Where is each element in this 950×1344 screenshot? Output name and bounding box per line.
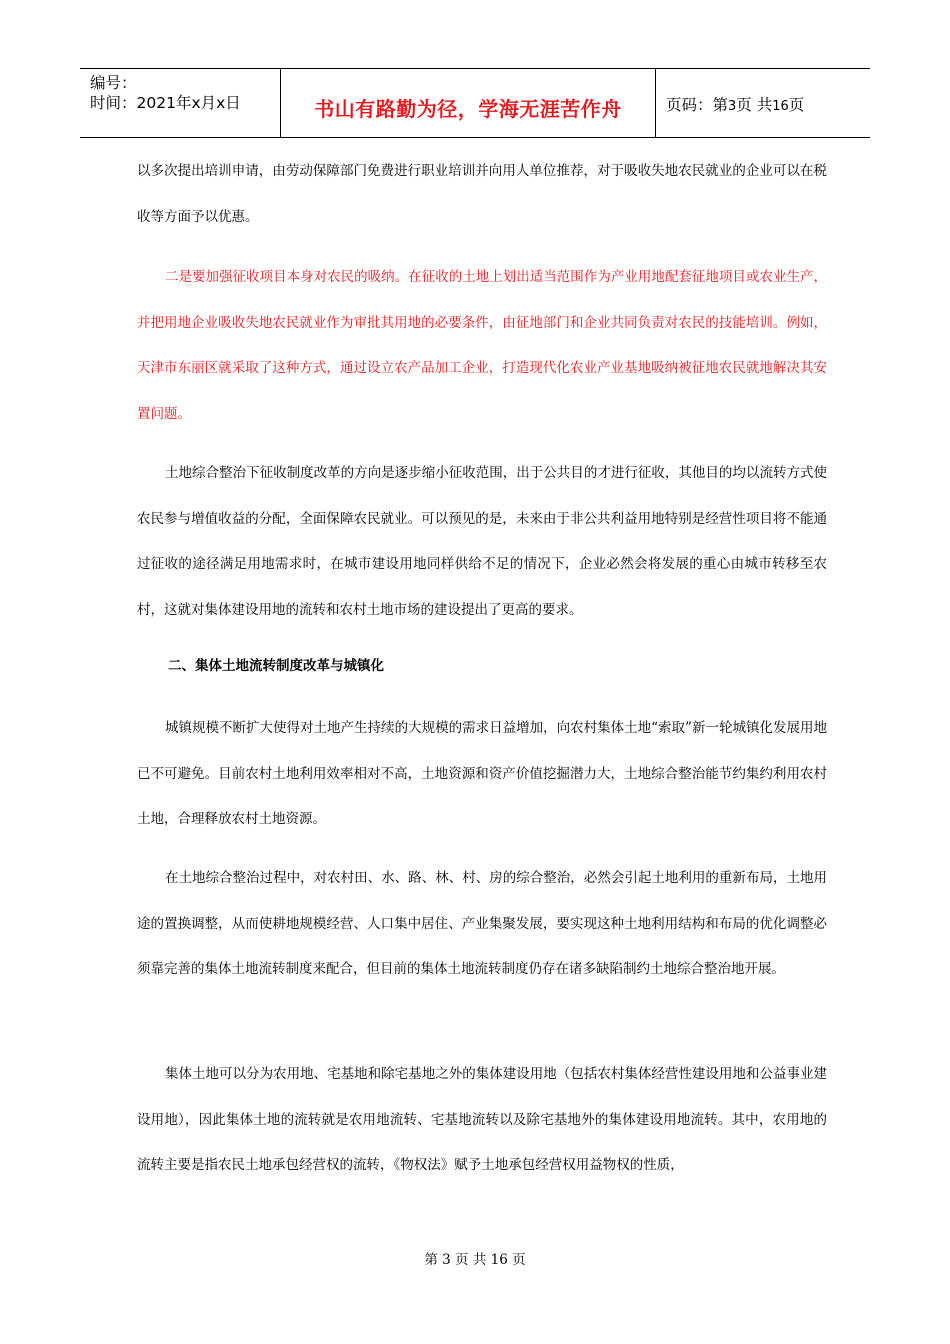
doc-number-label: 编号： xyxy=(90,74,137,92)
paragraph-block xyxy=(137,856,827,993)
section-heading: 二、集体土地流转制度改革与城镇化 xyxy=(168,658,384,674)
page-header xyxy=(80,68,870,138)
body-paragraph: 以多次提出培训申请，由劳动保障部门免费进行职业培训并向用人单位推荐，对于吸收失地农民就业的企业可以在税收等方面予以优惠。 xyxy=(137,163,827,225)
body-paragraph: 集体土地可以分为农用地、宅基地和除宅基地之外的集体建设用地（包括农村集体经营性建设用地和公益事业建设用地），因此集体土地的流转就是农用地流转、宅基地流转以及除宅基地外的集体建设用地流转。其中，农用地的流转主要是指农民土地承包经营权的流转，《物权法》赋予土地承包经营权用益物权的性质， xyxy=(137,1066,827,1173)
header-motto: 书山有路勤为径，学海无涯苦作舟 xyxy=(314,97,622,121)
page-footer: 第 3 页 共 16 页 xyxy=(424,1252,526,1268)
header-meta xyxy=(80,69,281,137)
header-page-info xyxy=(656,69,870,137)
body-paragraph: 城镇规模不断扩大使得对土地产生持续的大规模的需求日益增加，向农村集体土地“索取”新一轮城镇化发展用地已不可避免。目前农村土地利用效率相对不高，土地资源和资产价值挖掘潜力大，土地综合整治能节约集约利用农村土地，合理释放农村土地资源。 xyxy=(137,720,827,827)
paragraph-continuation xyxy=(137,149,827,240)
page-prefix: 页码：第 xyxy=(666,96,729,114)
body-paragraph: 土地综合整治下征收制度改革的方向是逐步缩小征收范围，出于公共目的才进行征收，其他目的均以流转方式使农民参与增值收益的分配，全面保障农民就业。可以预见的是，未来由于非公共利益用地特别是经营性项目将不能通过征收的途径满足用地需求时，在城市建设用地同样供给不足的情况下，企业必然会将发展的重心由城市转移至农村，这就对集体建设用地的流转和农村土地市场的建设提出了更高的要求。 xyxy=(137,465,827,618)
paragraph-highlighted xyxy=(137,255,827,437)
page-total: 16 xyxy=(772,99,789,114)
page-current: 3 xyxy=(728,99,737,114)
page-mid: 页 共 xyxy=(736,96,773,114)
page-indicator xyxy=(666,93,804,115)
header-motto-cell xyxy=(281,69,656,137)
page-suffix: 页 xyxy=(788,96,805,114)
body-paragraph: 在土地综合整治过程中，对农村田、水、路、林、村、房的综合整治，必然会引起土地利用的重新布局，土地用途的置换调整，从而使耕地规模经营、人口集中居住、产业集聚发展，要实现这种土地利用结构和布局的优化调整必须靠完善的集体土地流转制度来配合，但目前的集体土地流转制度仍存在诸多缺陷制约土地综合整治地开展。 xyxy=(137,870,827,977)
date-label: 时间：2021年x月x日 xyxy=(90,94,241,112)
paragraph-block xyxy=(137,706,827,843)
body-paragraph-red: 二是要加强征收项目本身对农民的吸纳。在征收的土地上划出适当范围作为产业用地配套征地项目或农业生产，并把用地企业吸收失地农民就业作为审批其用地的必要条件，由征地部门和企业共同负责对农民的技能培训。例如，天津市东丽区就采取了这种方式，通过设立农产品加工企业，打造现代化农业产业基地吸纳被征地农民就地解决其安置问题。 xyxy=(137,269,827,422)
paragraph-block xyxy=(137,451,827,633)
paragraph-block xyxy=(137,1052,827,1189)
